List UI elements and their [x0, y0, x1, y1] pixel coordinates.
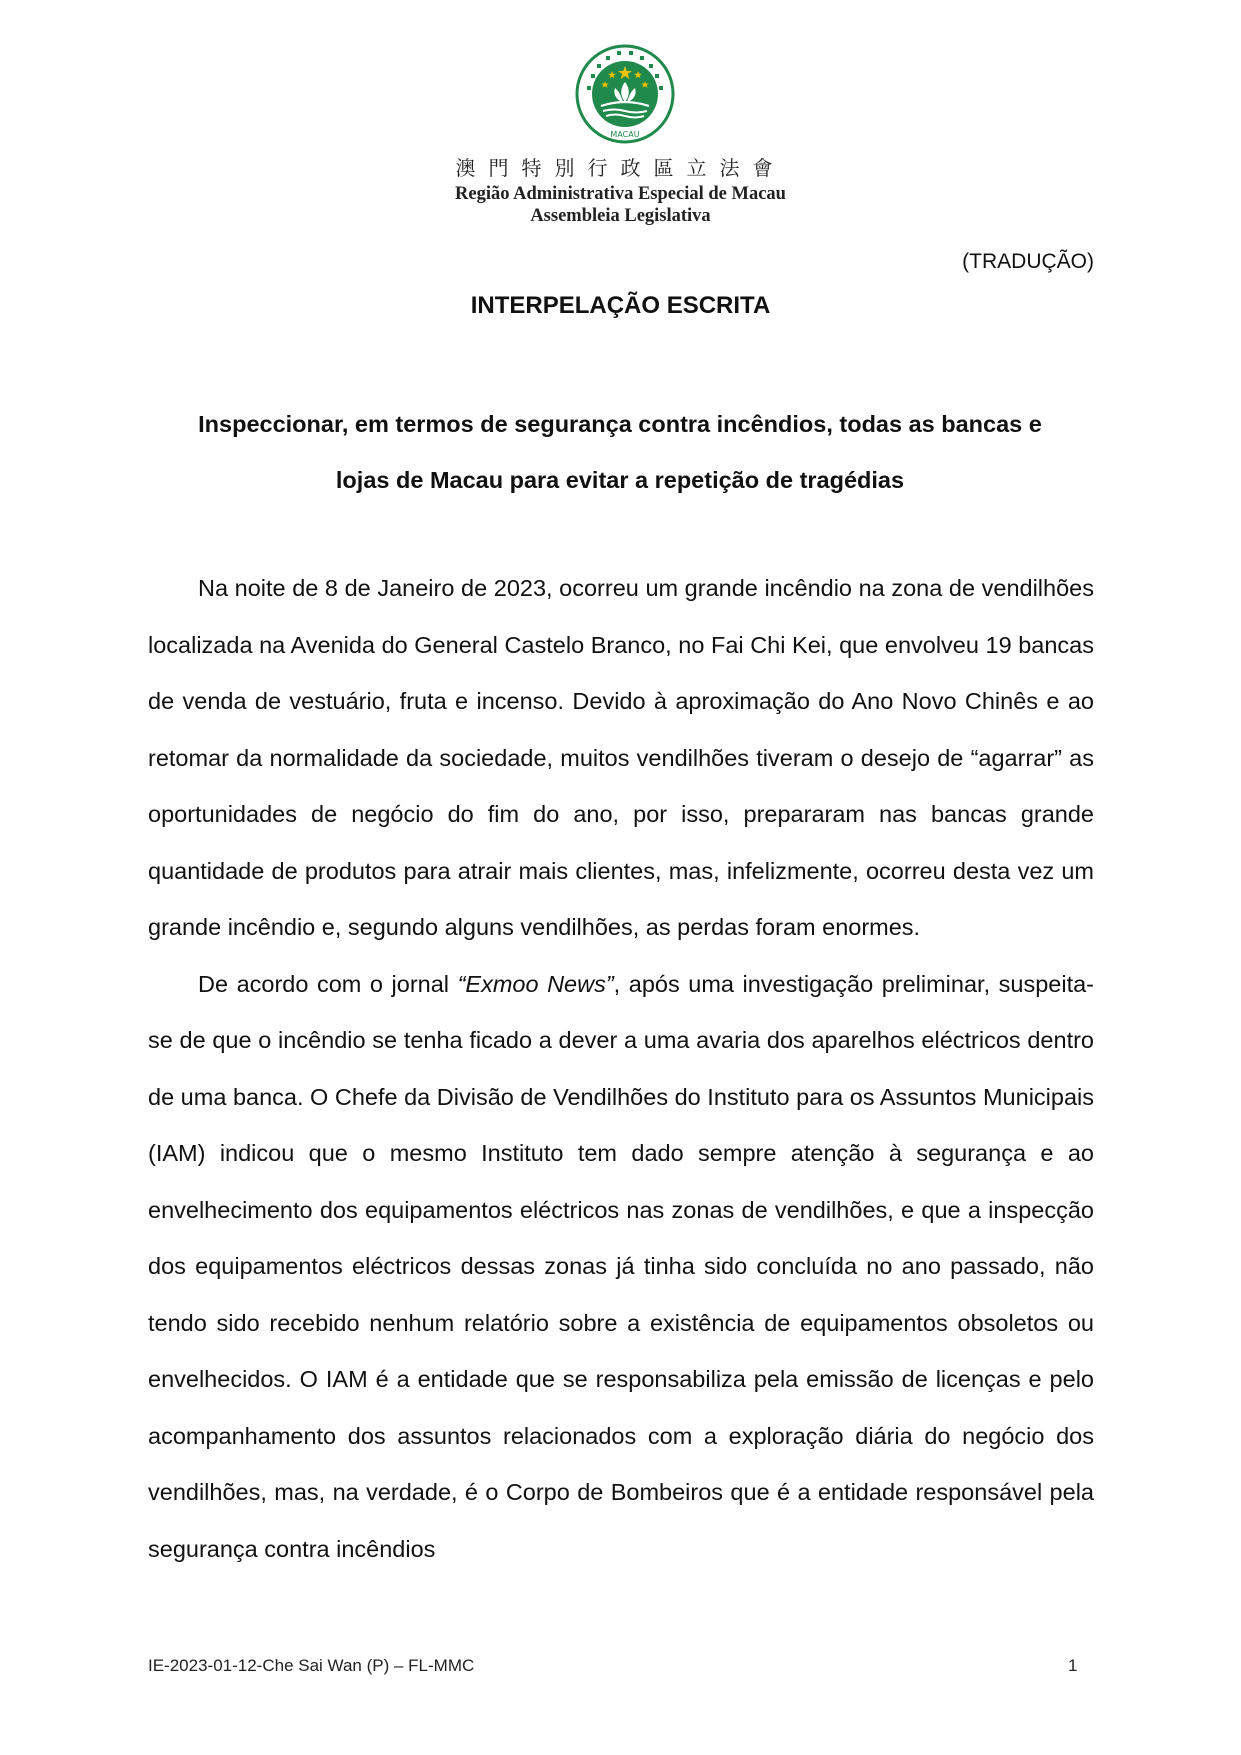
- body-paragraph-2: [148, 956, 1094, 1578]
- body-paragraph-1: Na noite de 8 de Janeiro de 2023, ocorreu um grande incêndio na zona de vendilhões localizada na Avenida do General Castelo Branco, no Fai Chi Kei, que envolveu 19 bancas de venda de vestuário, fruta e incenso. Devido à aproximação do Ano Novo Chinês e ao retomar da normalidade da sociedade, muitos vendilhões tiveram o desejo de “agarrar” as oportunidades de negócio do fim do ano, por isso, prepararam nas bancas grande quantidade de produtos para atrair mais clientes, mas, infelizmente, ocorreu desta vez um grande incêndio e, segundo alguns vendilhões, as perdas foram enormes.: [148, 575, 1094, 940]
- svg-text:MACAU: MACAU: [610, 130, 640, 139]
- subject-line-1: Inspeccionar, em termos de segurança contra incêndios, todas as bancas e: [198, 411, 1042, 437]
- document-title: INTERPELAÇÃO ESCRITA: [470, 292, 771, 319]
- letterhead-chinese-name: 澳門特別行政區立法會: [455, 156, 786, 180]
- subject-heading: [150, 396, 1090, 508]
- macau-emblem-icon: [575, 44, 675, 144]
- body-text: [148, 560, 1094, 1577]
- page-number: 1: [1068, 1656, 1078, 1675]
- paragraph-2-intro: De acordo com o jornal: [198, 970, 458, 997]
- letterhead-assembly-name: Assembleia Legislativa: [530, 206, 711, 226]
- footer-reference: IE-2023-01-12-Che Sai Wan (P) – FL-MMC: [148, 1656, 475, 1675]
- translation-tag: (TRADUÇÃO): [962, 250, 1094, 273]
- newspaper-name: “Exmoo News”: [457, 970, 614, 997]
- letterhead-region-name: Região Administrativa Especial de Macau: [455, 184, 786, 204]
- subject-line-2: lojas de Macau para evitar a repetição de tragédias: [335, 467, 905, 493]
- paragraph-2-rest: , após uma investigação preliminar, suspeita-se de que o incêndio se tenha ficado a dever a uma avaria dos aparelhos eléctricos dentro de uma banca. O Chefe da Divisão de Vendilhões do Instituto para os Assuntos Municipais (IAM) indicou que o mesmo Instituto tem dado sempre atenção à segurança e ao envelhecimento dos equipamentos eléctricos nas zonas de vendilhões, e que a inspecção dos equipamentos eléctricos dessas zonas já tinha sido concluída no ano passado, não tendo sido recebido nenhum relatório sobre a existência de equipamentos obsoletos ou envelhecidos. O IAM é a entidade que se responsabiliza pela emissão de licenças e pelo acompanhamento dos assuntos relacionados com a exploração diária do negócio dos vendilhões, mas, na verdade, é o Corpo de Bombeiros que é a entidade responsável pela segurança contra incêndios: [148, 970, 1094, 1562]
